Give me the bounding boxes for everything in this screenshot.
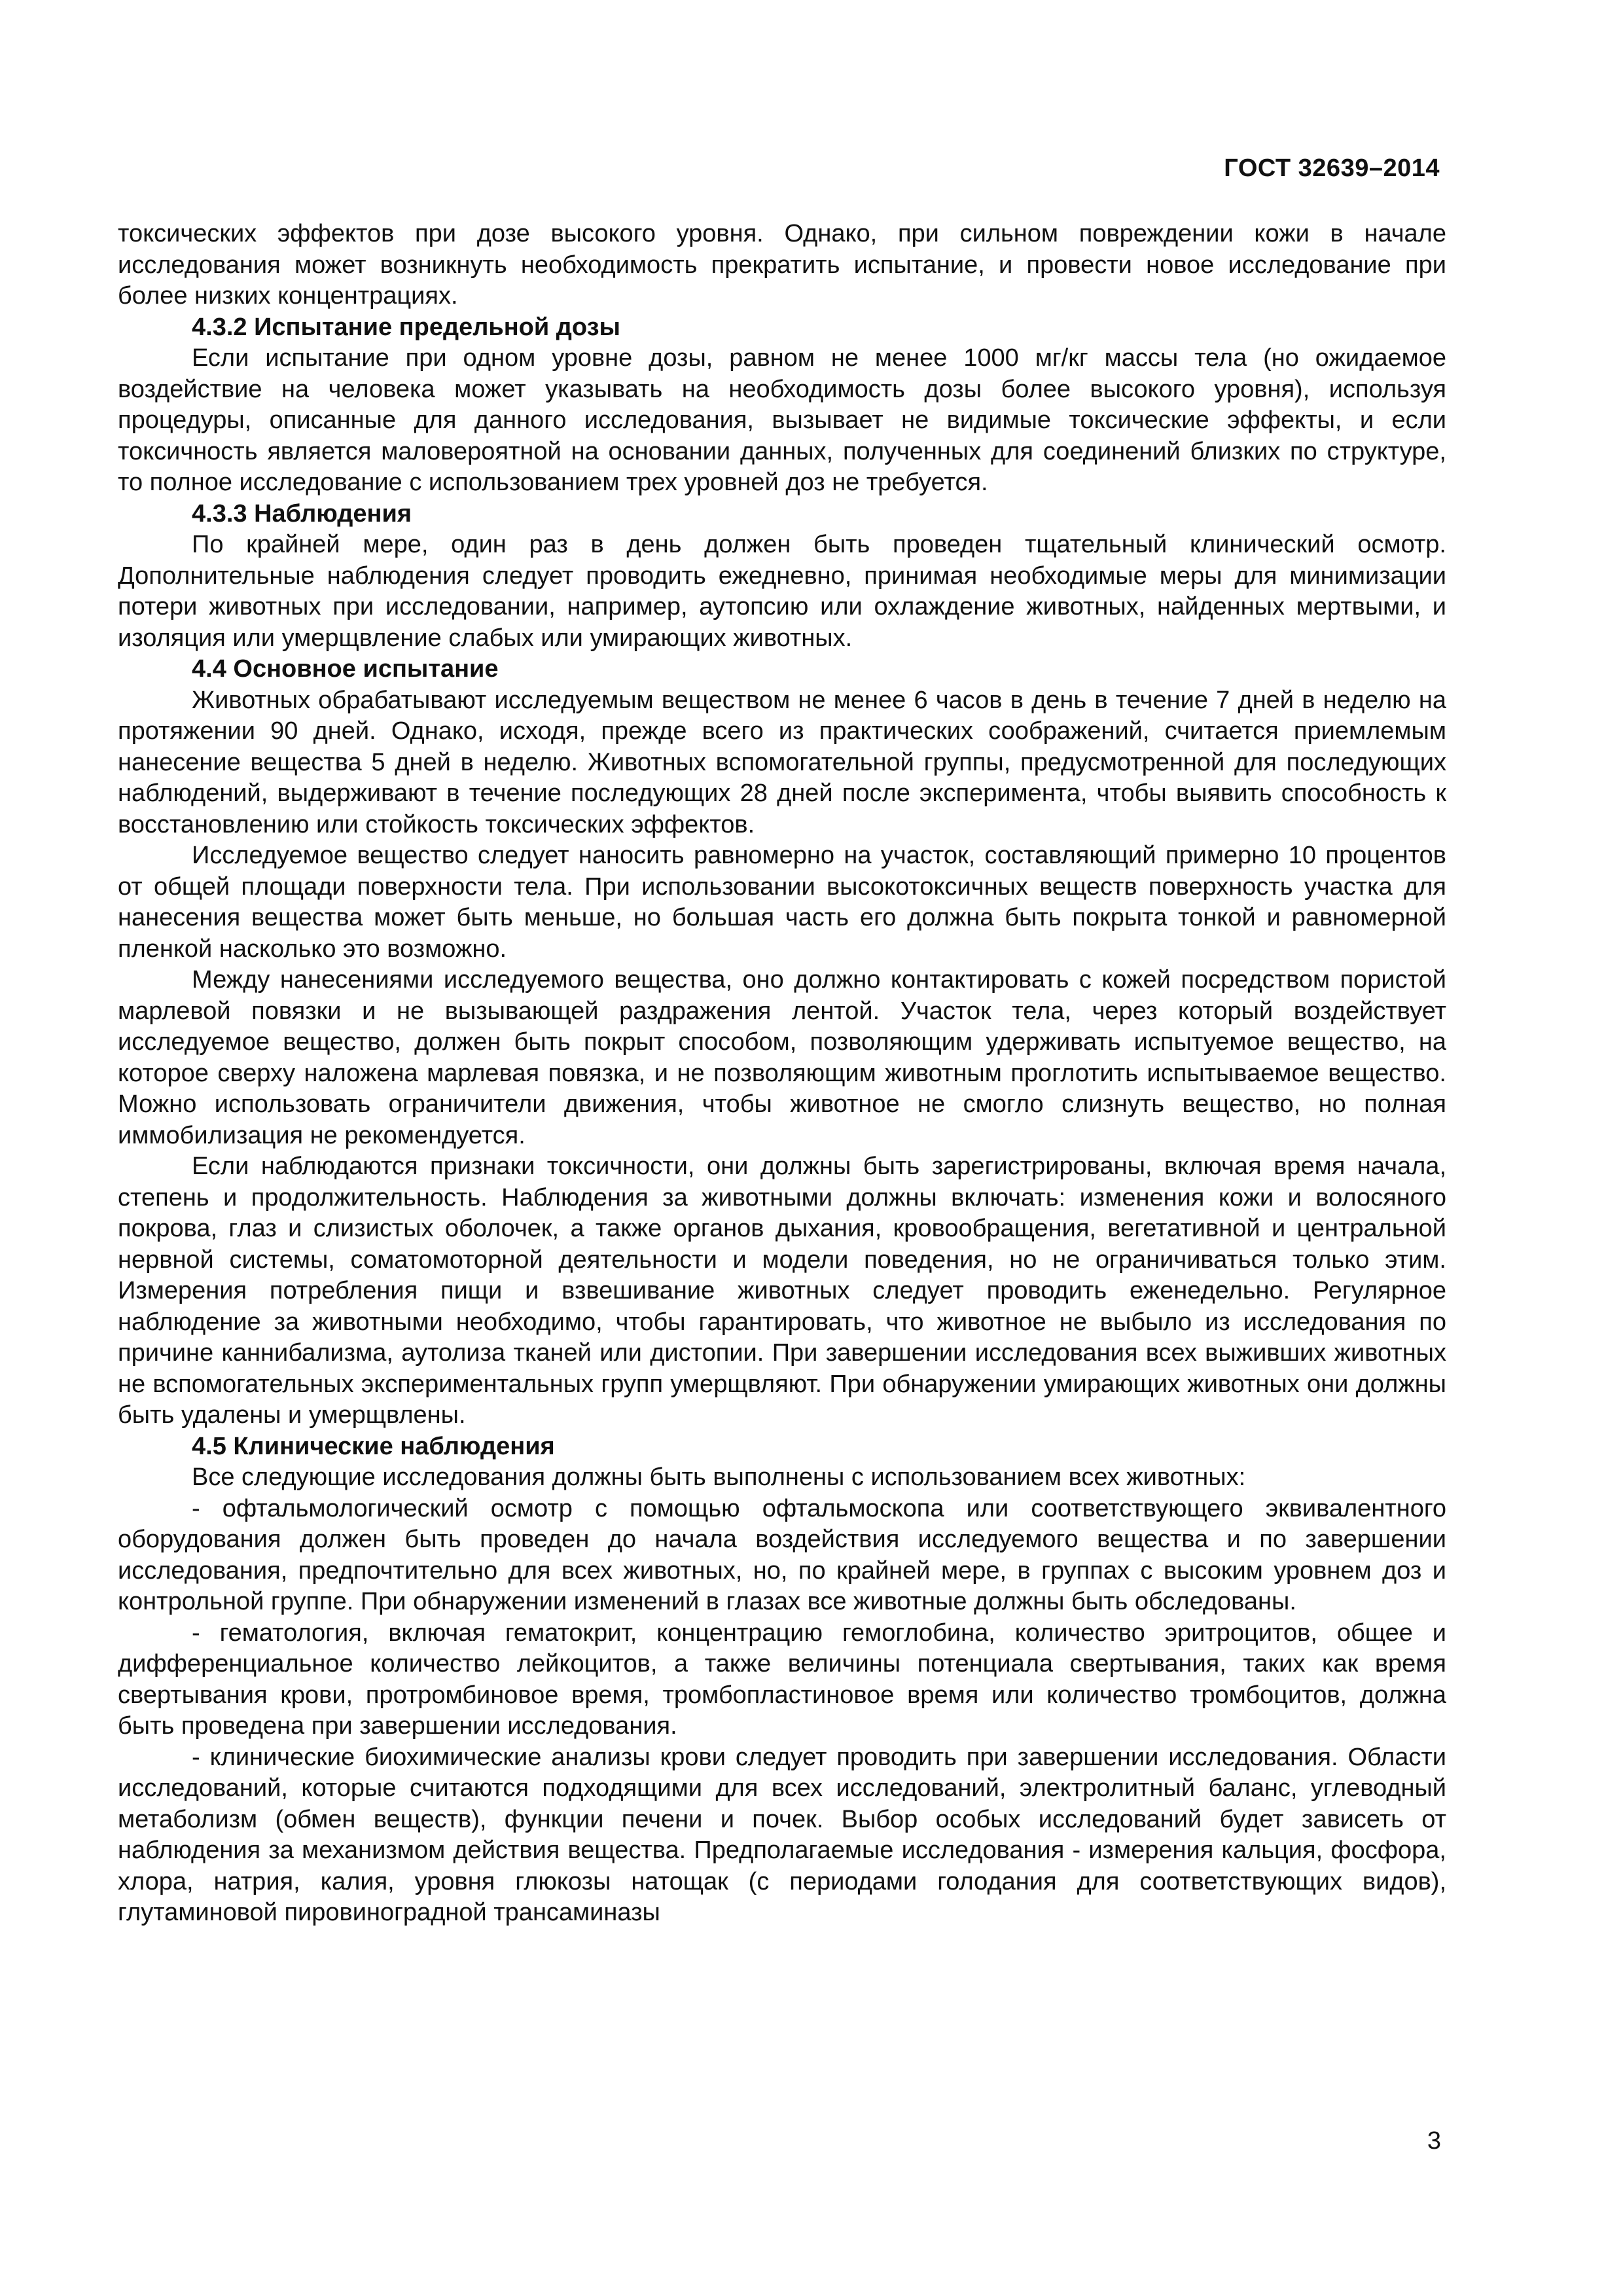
paragraph: токсических эффектов при дозе высокого уровня. Однако, при сильном повреждении кожи в начале исследования может возникнуть необходимость прекратить испытание, и провести новое исследование при более низких концентрациях. [118, 220, 1446, 310]
section-heading-4-3-2: 4.3.2 Испытание предельной дозы [192, 313, 620, 341]
paragraph: Животных обрабатывают исследуемым веществом не менее 6 часов в день в течение 7 дней в неделю на протяжении 90 дней. Однако, исходя, прежде всего из практических соображений, считается приемлемым нанесение вещества 5 дней в неделю. Животных вспомогательной группы, предусмотренной для последующих наблюдений, выдерживают в течение последующих 28 дней после эксперимента, чтобы выявить способность к восстановлению или стойкость токсических эффектов. [118, 686, 1446, 838]
paragraph: Исследуемое вещество следует наносить равномерно на участок, составляющий примерно 10 процентов от общей площади поверхности тела. При использовании высокотоксичных веществ поверхность участка для нанесения вещества может быть меньше, но большая часть его должна быть покрыта тонкой и равномерной пленкой насколько это возможно. [118, 842, 1446, 963]
paragraph: Если испытание при одном уровне дозы, равном не менее 1000 мг/кг массы тела (но ожидаемое воздействие на человека может указывать на необходимость дозы более высокого уровня), используя процедуры, описанные для данного исследования, вызывает не видимые токсические эффекты, и если токсичность является маловероятной на основании данных, полученных для соединений близких по структуре, то полное исследование с использованием трех уровней доз не требуется. [118, 344, 1446, 496]
paragraph: Если наблюдаются признаки токсичности, они должны быть зарегистрированы, включая время начала, степень и продолжительность. Наблюдения за животными должны включать: изменения кожи и волосяного покрова, глаз и слизистых оболочек, а также органов дыхания, кровообращения, вегетативной и центральной нервной системы, соматомоторной деятельности и модели поведения, но не ограничиваться только этим. Измерения потребления пищи и взвешивание животных следует проводить еженедельно. Регулярное наблюдение за животными необходимо, чтобы гарантировать, что животное не выбыло из исследования по причине каннибализма, аутолиза тканей или дистопии. При завершении исследования всех выживших животных не вспомогательных экспериментальных групп умерщвляют. При обнаружении умирающих животных они должны быть удалены и умерщвлены. [118, 1153, 1446, 1429]
document-code: ГОСТ 32639–2014 [1224, 154, 1440, 182]
section-heading-4-3-3: 4.3.3 Наблюдения [192, 499, 412, 528]
section-heading-4-4: 4.4 Основное испытание [192, 655, 499, 683]
paragraph: По крайней мере, один раз в день должен быть проведен тщательный клинический осмотр. Дополнительные наблюдения следует проводить ежедневно, принимая необходимые меры для минимизации потери животных при исследовании, например, аутопсию или охлаждение животных, найденных мертвыми, и изоляция или умерщвление слабых или умирающих животных. [118, 531, 1446, 652]
list-item: - офтальмологический осмотр с помощью офтальмоскопа или соответствующего эквивалентного оборудования должен быть проведен до начала воздействия исследуемого вещества и по завершении исследования, предпочтительно для всех животных, но, по крайней мере, в группах с высоким уровнем доз и контрольной группе. При обнаружении изменений в глазах все животные должны быть обследованы. [118, 1494, 1446, 1615]
document-body [118, 219, 1446, 1929]
list-item: - гематология, включая гематокрит, концентрацию гемоглобина, количество эритроцитов, общее и дифференциальное количество лейкоцитов, а также величины потенциала свертывания, таких как время свертывания крови, протромбиновое время, тромбопластиновое время или количество тромбоцитов, должна быть проведена при завершении исследования. [118, 1619, 1446, 1740]
page-number: 3 [1427, 2127, 1441, 2155]
paragraph: Между нанесениями исследуемого вещества, оно должно контактировать с кожей посредством пористой марлевой повязки и не вызывающей раздражения лентой. Участок тела, через который воздействует исследуемое вещество, должен быть покрыт способом, позволяющим удерживать испытуемое вещество, на которое сверху наложена марлевая повязка, и не позволяющим животным проглотить испытываемое вещество. Можно использовать ограничители движения, чтобы животное не смогло слизнуть вещество, но полная иммобилизация не рекомендуется. [118, 966, 1446, 1149]
section-heading-4-5: 4.5 Клинические наблюдения [192, 1432, 555, 1460]
paragraph: Все следующие исследования должны быть выполнены с использованием всех животных: [192, 1463, 1246, 1491]
list-item: - клинические биохимические анализы крови следует проводить при завершении исследования. Области исследований, которые считаются подходящими для всех исследований, электролитный баланс, углеводный метаболизм (обмен веществ), функции печени и почек. Выбор особых исследований будет зависеть от наблюдения за механизмом действия вещества. Предполагаемые исследования - измерения кальция, фосфора, хлора, натрия, калия, уровня глюкозы натощак (с периодами голодания для соответствующих видов), глутаминовой пировиноградной трансаминазы [118, 1743, 1446, 1926]
